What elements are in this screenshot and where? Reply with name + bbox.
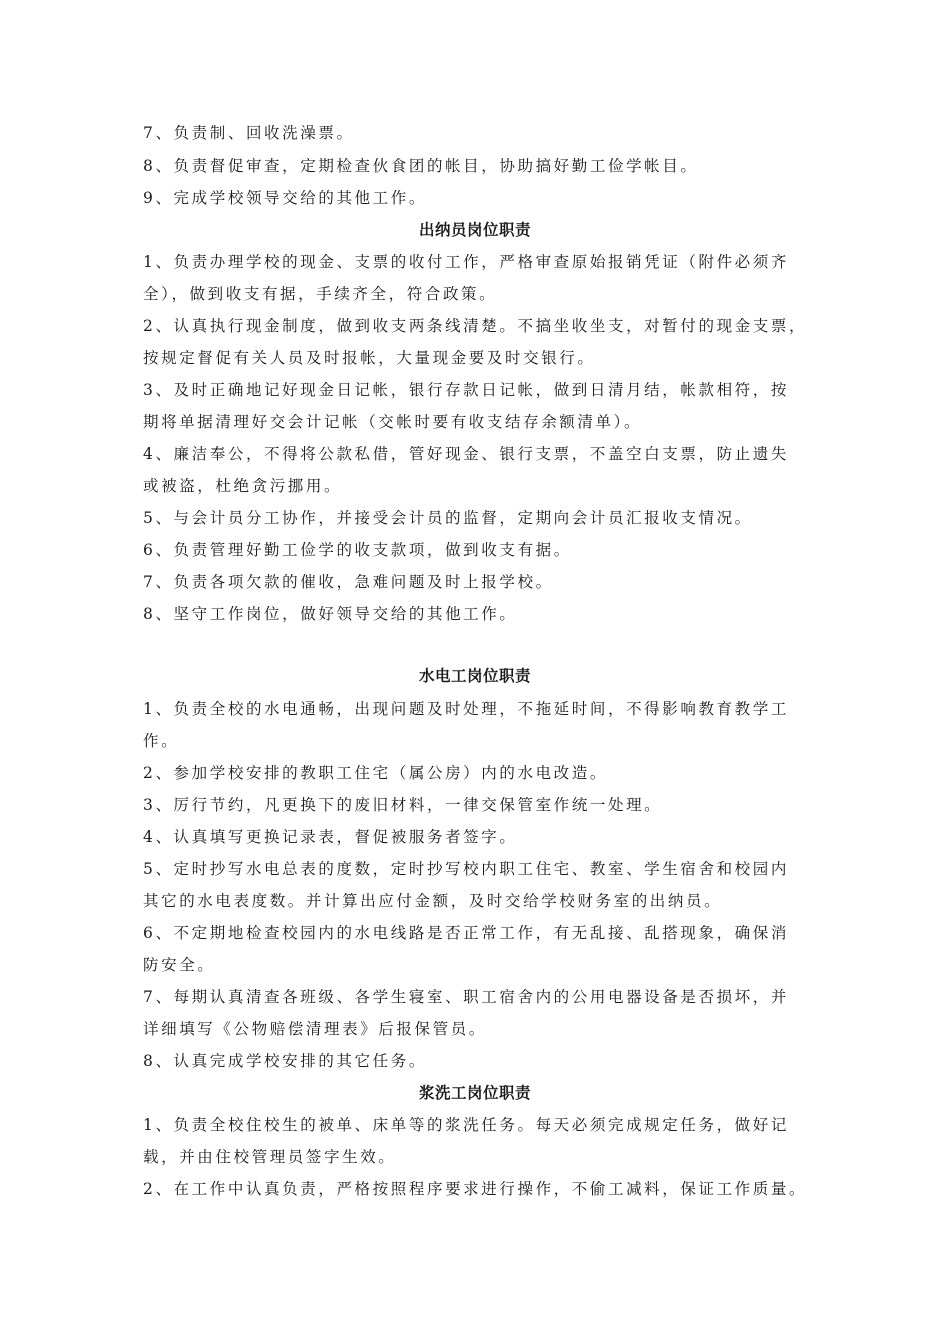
text-line: 2、参加学校安排的教职工住宅（属公房）内的水电改造。 — [143, 764, 608, 782]
text-line: 4、认真填写更换记录表，督促被服务者签字。 — [143, 828, 518, 846]
text-line: 3、厉行节约，凡更换下的废旧材料，一律交保管室作统一处理。 — [143, 796, 663, 814]
text-line: 6、不定期地检查校园内的水电线路是否正常工作，有无乱接、乱搭现象，确保消 — [143, 924, 789, 942]
text-line: 作。 — [143, 732, 180, 750]
section-heading-laundry: 浆洗工岗位职责 — [418, 1084, 531, 1102]
text-line: 8、坚守工作岗位，做好领导交给的其他工作。 — [143, 605, 518, 623]
text-line: 或被盗，杜绝贪污挪用。 — [143, 477, 343, 495]
text-line: 详细填写《公物赔偿清理表》后报保管员。 — [143, 1020, 487, 1038]
text-line: 8、负责督促审查，定期检查伙食团的帐目，协助搞好勤工俭学帐目。 — [143, 157, 699, 175]
text-line: 8、认真完成学校安排的其它任务。 — [143, 1052, 427, 1070]
text-line: 7、负责制、回收洗澡票。 — [143, 124, 355, 142]
text-line: 7、每期认真清查各班级、各学生寝室、职工宿舍内的公用电器设备是否损坏，并 — [143, 988, 789, 1006]
text-line: 9、完成学校领导交给的其他工作。 — [143, 189, 427, 207]
text-line: 1、负责全校住校生的被单、床单等的浆洗任务。每天必须完成规定任务，做好记 — [143, 1116, 789, 1134]
text-line: 全），做到收支有据，手续齐全，符合政策。 — [143, 285, 498, 303]
text-line: 6、负责管理好勤工俭学的收支款项，做到收支有据。 — [143, 541, 572, 559]
text-line: 1、负责办理学校的现金、支票的收付工作，严格审查原始报销凭证（附件必须齐 — [143, 253, 789, 271]
text-line: 期将单据清理好交会计记帐（交帐时要有收支结存余额清单）。 — [143, 413, 643, 431]
text-line: 2、认真执行现金制度，做到收支两条线清楚。不搞坐收坐支，对暂付的现金支票， — [143, 317, 808, 335]
text-line: 其它的水电表度数。并计算出应付金额，及时交给学校财务室的出纳员。 — [143, 892, 723, 910]
text-line: 2、在工作中认真负责，严格按照程序要求进行操作，不偷工减料，保证工作质量。 — [143, 1180, 808, 1198]
text-line: 载，并由住校管理员签字生效。 — [143, 1148, 397, 1166]
text-line: 5、与会计员分工协作，并接受会计员的监督，定期向会计员汇报收支情况。 — [143, 509, 753, 527]
text-line: 5、定时抄写水电总表的度数，定时抄写校内职工住宅、教室、学生宿舍和校园内 — [143, 860, 789, 878]
text-line: 7、负责各项欠款的催收，急难问题及时上报学校。 — [143, 573, 554, 591]
text-line: 防安全。 — [143, 956, 216, 974]
text-line: 3、及时正确地记好现金日记帐，银行存款日记帐，做到日清月结，帐款相符，按 — [143, 381, 789, 399]
text-line: 4、廉洁奉公，不得将公款私借，管好现金、银行支票，不盖空白支票，防止遗失 — [143, 445, 789, 463]
text-line: 1、负责全校的水电通畅，出现问题及时处理，不拖延时间，不得影响教育教学工 — [143, 700, 789, 718]
text-line: 按规定督促有关人员及时报帐，大量现金要及时交银行。 — [143, 349, 596, 367]
section-heading-electrician: 水电工岗位职责 — [418, 667, 531, 685]
section-heading-cashier: 出纳员岗位职责 — [418, 221, 531, 239]
